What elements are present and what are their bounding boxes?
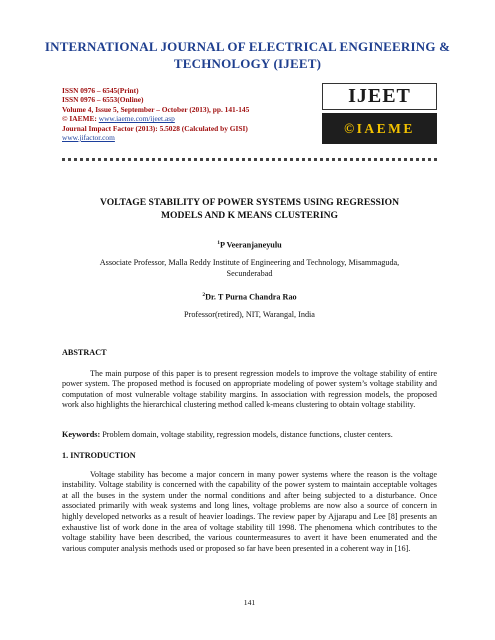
iaeme-label: © IAEME: (62, 114, 99, 124)
journal-logo (322, 83, 437, 145)
jifactor-link[interactable]: www.jifactor.com (62, 133, 115, 143)
volume-issue: Volume 4, Issue 5, September – October (2013), pp. 141-145 (62, 104, 250, 114)
abstract-heading: ABSTRACT (62, 348, 107, 357)
paper-title (62, 196, 437, 222)
author-1-name-text: P Veeranjaneyulu (220, 240, 282, 250)
journal-title-line1: INTERNATIONAL JOURNAL OF ELECTRICAL ENGINEERING & (44, 39, 451, 54)
author-2-name (62, 290, 437, 303)
author-2-name-text: Dr. T Purna Chandra Rao (205, 292, 297, 302)
logo-iaeme: ©IAEME (322, 113, 437, 144)
keywords-text: Problem domain, voltage stability, regression models, distance functions, cluster centers. (100, 430, 393, 439)
paper-title-line2: MODELS AND K MEANS CLUSTERING (161, 210, 338, 221)
abstract-section (62, 348, 437, 411)
paper-title-line1: VOLTAGE STABILITY OF POWER SYSTEMS USING REGRESSION (99, 197, 400, 208)
author-2-sup: 2 (202, 292, 206, 298)
journal-title-line2: TECHNOLOGY (IJEET) (173, 56, 322, 71)
issn-online: ISSN 0976 – 6553(Online) (62, 95, 144, 105)
author-1-name (62, 238, 437, 251)
introduction-section (62, 451, 437, 554)
keywords (62, 430, 437, 441)
author-1-sup: 1 (217, 240, 221, 246)
journal-title (20, 38, 475, 72)
author-1-affil-line1: Associate Professor, Malla Reddy Institute of Engineering and Technology, Misammaguda, (99, 257, 400, 267)
author-1 (62, 238, 437, 279)
logo-ijeet: IJEET (322, 83, 437, 110)
journal-meta (62, 86, 312, 142)
impact-factor: Journal Impact Factor (2013): 5.5028 (Calculated by GISI) (62, 123, 248, 133)
author-2 (62, 290, 437, 320)
page-number: 141 (243, 598, 256, 607)
author-2-affil: Professor(retired), NIT, Warangal, India (184, 309, 315, 319)
abstract-text: The main purpose of this paper is to present regression models to improve the voltage stability of entire power system. The proposed method is focused on appropriate modeling of power system’s voltage stability and computation of most vulnerable voltage stability margins. In association with regression models, the proposed work also highlights the hierarchical clustering method called k-means clustering to obtain voltage stability. (62, 368, 437, 410)
keywords-label: Keywords: (62, 430, 101, 439)
iaeme-website-line (62, 114, 312, 123)
introduction-text: Voltage stability has become a major concern in many power systems where the reason is the voltage instability. Voltage stability is concerned with the capability of the power system to maintain acceptable voltages at all the buses in the system under the normal conditions and after being subjected to a disturbance. Once associated primarily with weak systems and long lines, voltage problems are now also a source of concern in highly developed networks as a result of heavier loadings. The review paper by Ajjarapu and Lee [8] presents an exhaustive list of work done in the area of voltage stability till 1998. The phenomena which contributes to the voltage stability have been described, the various countermeasures to avert it have been enumerated and the various computer analysis methods used or proposed so far have been presented in a coherent way in [16]. (62, 469, 437, 553)
header-divider (62, 158, 437, 161)
introduction-heading: 1. INTRODUCTION (62, 451, 136, 460)
author-1-affil-line2: Secunderabad (226, 268, 273, 278)
issn-print: ISSN 0976 – 6545(Print) (62, 86, 139, 95)
iaeme-link[interactable]: www.iaeme.com/ijeet.asp (98, 114, 175, 124)
